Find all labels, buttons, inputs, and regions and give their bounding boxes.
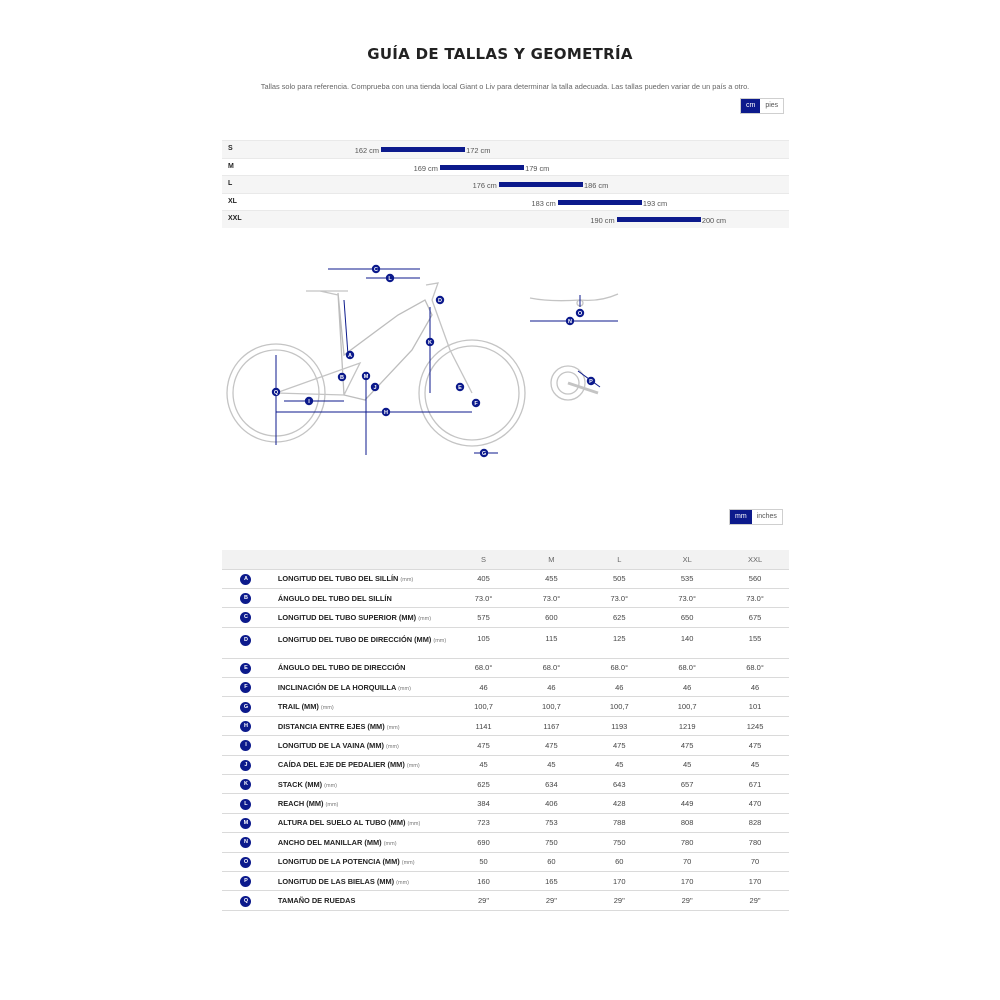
measure-label: LONGITUD DEL TUBO SUPERIOR (MM) xyxy=(277,612,417,622)
badge-letter: N xyxy=(568,319,572,325)
size-row xyxy=(222,210,789,228)
geometry-value: 100,7 xyxy=(585,697,653,716)
geometry-value: 723 xyxy=(450,813,518,832)
geometry-value: 405 xyxy=(450,569,518,588)
geometry-value: 29" xyxy=(585,891,653,910)
height-max-label: 200 cm xyxy=(701,216,727,226)
geometry-letter-badge: P xyxy=(240,876,251,887)
badge-letter: C xyxy=(374,267,378,273)
size-header-m: M xyxy=(517,550,585,569)
geometry-measure-name xyxy=(270,658,450,677)
geometry-value: 470 xyxy=(721,794,789,813)
geometry-unit-toggle xyxy=(729,509,783,525)
diagram-badge xyxy=(480,449,488,457)
measure-label: LONGITUD DE LA POTENCIA (MM) xyxy=(277,857,400,867)
badge-letter: P xyxy=(589,379,593,385)
table-row xyxy=(222,794,789,813)
table-row xyxy=(222,658,789,677)
geometry-value: 690 xyxy=(450,833,518,852)
geometry-value: 100,7 xyxy=(517,697,585,716)
measure-label: CAÍDA DEL EJE DE PEDALIER (MM) xyxy=(277,760,405,770)
diagram-badge xyxy=(272,388,280,396)
geometry-value: 45 xyxy=(517,755,585,774)
geometry-value: 625 xyxy=(585,608,653,627)
geometry-value: 73.0° xyxy=(653,588,721,607)
geometry-letter-badge: K xyxy=(240,779,251,790)
measure-unit: (mm) xyxy=(401,860,415,867)
stem xyxy=(426,283,438,300)
geometry-value: 68.0° xyxy=(517,658,585,677)
geometry-measure-name xyxy=(270,891,450,910)
geometry-value: 105 xyxy=(450,627,518,658)
size-label: L xyxy=(228,180,233,188)
measure-unit: (mm) xyxy=(386,724,400,731)
geometry-value: 101 xyxy=(721,697,789,716)
diagram-badge xyxy=(371,383,379,391)
geometry-value: 657 xyxy=(653,775,721,794)
measure-unit: (mm) xyxy=(386,743,399,750)
measure-label: LONGITUD DE LA VAINA (MM) xyxy=(277,740,384,750)
geometry-measure-name xyxy=(270,794,450,813)
badge-letter: H xyxy=(384,410,388,416)
height-max-label: 179 cm xyxy=(525,163,550,173)
badge-letter: K xyxy=(428,340,432,346)
table-row xyxy=(222,678,789,697)
saddle xyxy=(306,291,348,295)
geometry-value: 46 xyxy=(450,678,518,697)
height-max-label: 172 cm xyxy=(466,146,491,155)
measure-label: STACK (MM) xyxy=(277,779,323,789)
geometry-value: 100,7 xyxy=(653,697,721,716)
unit-cm-button[interactable]: cm xyxy=(741,99,760,113)
geometry-letter-badge: M xyxy=(240,818,251,829)
geometry-value: 671 xyxy=(721,775,789,794)
size-row xyxy=(222,140,789,158)
geometry-value: 475 xyxy=(653,736,721,755)
geometry-letter-badge: E xyxy=(240,663,251,674)
geometry-value: 1193 xyxy=(585,716,653,735)
geometry-value: 73.0° xyxy=(450,588,518,607)
geometry-value: 60 xyxy=(517,852,585,871)
measure-label: LONGITUD DEL TUBO DEL SILLÍN xyxy=(277,574,399,584)
size-chart xyxy=(222,140,789,228)
geometry-value: 455 xyxy=(517,569,585,588)
diagram-badge xyxy=(436,296,444,304)
size-row xyxy=(222,175,789,193)
unit-feet-button[interactable]: pies xyxy=(760,99,783,113)
page-title: GUÍA DE TALLAS Y GEOMETRÍA xyxy=(367,45,633,63)
geometry-value: 45 xyxy=(585,755,653,774)
geometry-value: 384 xyxy=(450,794,518,813)
badge-letter: A xyxy=(348,353,352,359)
geometry-value: 750 xyxy=(585,833,653,852)
measure-label: REACH (MM) xyxy=(277,799,324,809)
geometry-value: 650 xyxy=(653,608,721,627)
table-row xyxy=(222,775,789,794)
measure-label: LONGITUD DE LAS BIELAS (MM) xyxy=(277,876,395,886)
height-min-label: 162 cm xyxy=(354,146,379,155)
table-row xyxy=(222,697,789,716)
geometry-value: 140 xyxy=(653,627,721,658)
geometry-value: 68.0° xyxy=(450,658,518,677)
measure-unit: (mm) xyxy=(320,705,334,712)
measure-unit: (mm) xyxy=(325,802,339,809)
table-row xyxy=(222,891,789,910)
geometry-value: 45 xyxy=(653,755,721,774)
measure-label: TRAIL (MM) xyxy=(277,702,319,712)
geometry-letter-badge: J xyxy=(240,760,251,771)
geometry-value: 600 xyxy=(517,608,585,627)
geometry-value: 46 xyxy=(517,678,585,697)
size-header-xxl: XXL xyxy=(721,550,789,569)
geometry-value: 29" xyxy=(721,891,789,910)
measure-label: TAMAÑO DE RUEDAS xyxy=(277,896,356,906)
geometry-value: 535 xyxy=(653,569,721,588)
badge-letter: F xyxy=(474,401,478,407)
diagram-badge xyxy=(338,373,346,381)
height-unit-toggle xyxy=(740,98,784,114)
geometry-value: 70 xyxy=(653,852,721,871)
geometry-table xyxy=(222,550,789,911)
table-row xyxy=(222,627,789,658)
badge-letter: E xyxy=(458,385,462,391)
size-header-xl: XL xyxy=(653,550,721,569)
geometry-letter-badge: C xyxy=(240,612,251,623)
measure-label: DISTANCIA ENTRE EJES (MM) xyxy=(277,721,385,731)
geometry-letter-badge: B xyxy=(240,593,251,604)
geometry-value: 45 xyxy=(450,755,518,774)
geometry-value: 750 xyxy=(517,833,585,852)
geometry-letter-badge: L xyxy=(240,799,251,810)
size-header-l: L xyxy=(585,550,653,569)
table-row xyxy=(222,813,789,832)
geometry-letter-badge: G xyxy=(240,702,251,713)
size-row xyxy=(222,193,789,211)
geometry-value: 115 xyxy=(517,627,585,658)
geometry-measure-name xyxy=(270,871,450,890)
table-row xyxy=(222,736,789,755)
height-range-bar xyxy=(617,217,701,222)
badge-letter: J xyxy=(373,385,377,391)
geometry-value: 1219 xyxy=(653,716,721,735)
geometry-value: 575 xyxy=(450,608,518,627)
geometry-value: 505 xyxy=(585,569,653,588)
table-row xyxy=(222,588,789,607)
measure-unit: (mm) xyxy=(407,821,421,828)
geometry-value: 560 xyxy=(721,569,789,588)
badge-letter: I xyxy=(308,399,310,405)
measure-label: ANCHO DEL MANILLAR (MM) xyxy=(277,837,382,847)
geometry-value: 1167 xyxy=(517,716,585,735)
diagram-badge xyxy=(362,372,370,380)
geometry-value: 1245 xyxy=(721,716,789,735)
geometry-value: 60 xyxy=(585,852,653,871)
geometry-value: 170 xyxy=(721,871,789,890)
measure-unit: (mm) xyxy=(406,763,420,770)
geometry-measure-name xyxy=(270,608,450,627)
measure-label: INCLINACIÓN DE LA HORQUILLA xyxy=(277,682,397,692)
geometry-letter-badge: A xyxy=(240,574,251,585)
badge-letter: B xyxy=(340,375,344,381)
geometry-measure-name xyxy=(270,775,450,794)
geometry-value: 73.0° xyxy=(721,588,789,607)
geometry-measure-name xyxy=(270,627,450,658)
size-label: S xyxy=(228,145,233,152)
geometry-measure-name xyxy=(270,813,450,832)
geometry-value: 449 xyxy=(653,794,721,813)
geometry-letter-badge: O xyxy=(240,857,251,868)
geometry-value: 753 xyxy=(517,813,585,832)
geometry-measure-name xyxy=(270,697,450,716)
geometry-value: 780 xyxy=(653,833,721,852)
measure-unit: (mm) xyxy=(383,840,397,847)
size-label: XXL xyxy=(228,215,242,223)
height-range-bar xyxy=(381,147,465,152)
diagram-badge xyxy=(346,351,354,359)
height-min-label: 190 cm xyxy=(590,216,615,226)
measure-unit: (mm) xyxy=(400,577,414,584)
measure-unit: (mm) xyxy=(398,685,411,692)
geometry-value: 160 xyxy=(450,871,518,890)
geometry-header-row xyxy=(222,550,789,569)
geometry-value: 475 xyxy=(450,736,518,755)
height-min-label: 183 cm xyxy=(531,198,556,208)
geometry-value: 70 xyxy=(721,852,789,871)
diagram-badge xyxy=(587,377,595,385)
measure-label: LONGITUD DEL TUBO DE DIRECCIÓN (MM) xyxy=(277,634,432,644)
badge-letter: M xyxy=(363,374,369,380)
geometry-value: 634 xyxy=(517,775,585,794)
geometry-value: 475 xyxy=(585,736,653,755)
badge-letter: D xyxy=(438,298,442,304)
geometry-value: 68.0° xyxy=(721,658,789,677)
diagram-badge xyxy=(426,338,434,346)
geometry-value: 155 xyxy=(721,627,789,658)
geometry-value: 643 xyxy=(585,775,653,794)
table-row xyxy=(222,608,789,627)
geometry-value: 1141 xyxy=(450,716,518,735)
geometry-value: 475 xyxy=(721,736,789,755)
geometry-value: 68.0° xyxy=(653,658,721,677)
geometry-value: 428 xyxy=(585,794,653,813)
geometry-value: 475 xyxy=(517,736,585,755)
geometry-letter-badge: D xyxy=(240,635,251,646)
badge-letter: L xyxy=(388,276,392,282)
geometry-letter-badge: N xyxy=(240,837,251,848)
measure-unit: (mm) xyxy=(396,879,409,886)
geometry-value: 625 xyxy=(450,775,518,794)
handlebar-crank-diagram xyxy=(520,285,630,415)
geometry-measure-name xyxy=(270,852,450,871)
badge-letter: G xyxy=(481,451,487,457)
geometry-value: 165 xyxy=(517,871,585,890)
measure-label: ALTURA DEL SUELO AL TUBO (MM) xyxy=(277,818,406,828)
geometry-measure-name xyxy=(270,833,450,852)
geometry-letter-badge: F xyxy=(240,682,251,693)
geometry-value: 29" xyxy=(653,891,721,910)
size-row xyxy=(222,158,789,176)
unit-inches-button[interactable]: inches xyxy=(752,510,782,524)
geometry-letter-badge: H xyxy=(240,721,251,732)
unit-mm-button[interactable]: mm xyxy=(730,510,752,524)
geometry-measure-name xyxy=(270,755,450,774)
geometry-letter-badge: Q xyxy=(240,896,251,907)
measure-unit: (mm) xyxy=(418,615,432,622)
height-min-label: 169 cm xyxy=(413,163,438,173)
geometry-value: 788 xyxy=(585,813,653,832)
diagram-badge xyxy=(576,309,584,317)
dimension-a xyxy=(344,300,348,355)
frame xyxy=(338,293,432,400)
height-max-label: 186 cm xyxy=(584,181,609,191)
diagram-badge xyxy=(386,274,394,282)
size-label: XL xyxy=(228,197,237,205)
geometry-measure-name xyxy=(270,569,450,588)
table-row xyxy=(222,755,789,774)
geometry-measure-name xyxy=(270,716,450,735)
measure-unit: (mm) xyxy=(433,637,447,644)
geometry-value: 675 xyxy=(721,608,789,627)
geometry-value: 406 xyxy=(517,794,585,813)
badge-letter: Q xyxy=(273,390,279,396)
geometry-letter-badge: I xyxy=(240,740,251,751)
geometry-value: 46 xyxy=(721,678,789,697)
diagram-badge xyxy=(456,383,464,391)
height-range-bar xyxy=(558,200,642,205)
height-range-bar xyxy=(499,182,583,187)
geometry-value: 46 xyxy=(585,678,653,697)
table-row xyxy=(222,852,789,871)
size-header-s: S xyxy=(450,550,518,569)
geometry-value: 170 xyxy=(585,871,653,890)
geometry-value: 46 xyxy=(653,678,721,697)
geometry-value: 29" xyxy=(450,891,518,910)
diagram-badge xyxy=(372,265,380,273)
geometry-value: 68.0° xyxy=(585,658,653,677)
geometry-value: 100,7 xyxy=(450,697,518,716)
table-row xyxy=(222,569,789,588)
geometry-measure-name xyxy=(270,736,450,755)
geometry-value: 780 xyxy=(721,833,789,852)
diagram-badge xyxy=(566,317,574,325)
diagram2-badges xyxy=(566,309,595,385)
diagram-badge xyxy=(472,399,480,407)
table-row xyxy=(222,716,789,735)
geometry-value: 29" xyxy=(517,891,585,910)
diagram-badge xyxy=(305,397,313,405)
diagram-badge xyxy=(382,408,390,416)
geometry-value: 45 xyxy=(721,755,789,774)
table-row xyxy=(222,833,789,852)
geometry-measure-name xyxy=(270,588,450,607)
geometry-value: 50 xyxy=(450,852,518,871)
geometry-measure-name xyxy=(270,678,450,697)
geometry-value: 828 xyxy=(721,813,789,832)
geometry-value: 73.0° xyxy=(585,588,653,607)
handlebar xyxy=(530,294,618,301)
table-row xyxy=(222,871,789,890)
geometry-value: 125 xyxy=(585,627,653,658)
geometry-value: 73.0° xyxy=(517,588,585,607)
height-range-bar xyxy=(440,165,524,170)
measure-label: ÁNGULO DEL TUBO DE DIRECCIÓN xyxy=(277,663,406,673)
geometry-value: 170 xyxy=(653,871,721,890)
geometry-value: 808 xyxy=(653,813,721,832)
height-max-label: 193 cm xyxy=(642,198,668,208)
measure-label: ÁNGULO DEL TUBO DEL SILLÍN xyxy=(277,593,392,603)
badge-letter: O xyxy=(577,311,583,317)
height-min-label: 176 cm xyxy=(472,181,497,191)
measure-unit: (mm) xyxy=(324,782,337,789)
size-label: M xyxy=(228,162,234,170)
page-subtitle: Tallas solo para referencia. Comprueba con una tienda local Giant o Liv para determinar la talla adecuada. Las tallas pueden variar de un país a otro. xyxy=(260,82,750,91)
